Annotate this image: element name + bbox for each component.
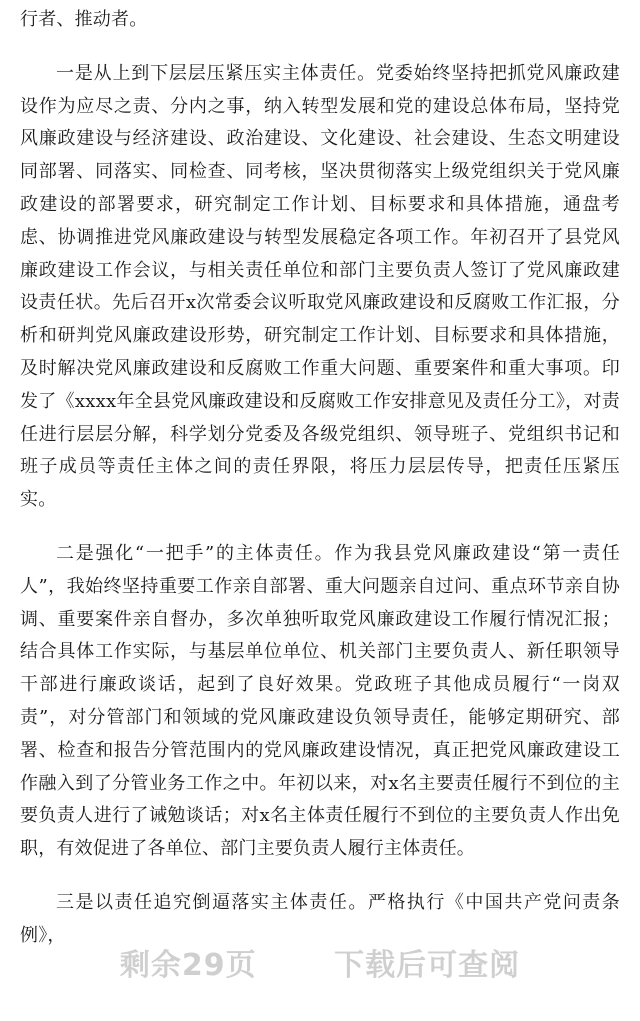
lead-line: 行者、推动者。	[20, 9, 148, 30]
paragraph-gap	[20, 517, 620, 538]
paragraph-gap	[20, 866, 620, 887]
download-banner[interactable]	[0, 940, 640, 984]
paragraph-3: 三是以责任追究倒逼落实主体责任。严格执行《中国共产党问责条例》，	[20, 891, 620, 946]
download-hint-label: 下载后可查阅	[334, 948, 521, 983]
document-body	[20, 4, 620, 953]
paragraph-2: 二是强化“一把手”的主体责任。作为我县党风廉政建设“第一责任人”，我始终坚持重要工作亲自部署、重大问题亲自过问、重点环节亲自协调、重要案件亲自督办，多次单独听取党风廉政建设工作履行情况汇报；结合具体工作实际，与基层单位单位、机关部门主要负责人、新任职领导干部进行廉政谈话，起到了良好效果。党政班子其他成员履行“一岗双责”，对分管部门和领域的党风廉政建设负领导责任，能够定期研究、部署、检查和报告分管范围内的党风廉政建设情况，真正把党风廉政建设工作融入到了分管业务工作之中。年初以来，对x名主要责任履行不到位的主要负责人进行了诫勉谈话；对x名主体责任履行不到位的主要负责人作出免职，有效促进了各单位、部门主要负责人履行主体责任。	[20, 542, 620, 860]
paragraph-gap	[20, 37, 620, 58]
remaining-pages-label: 剩余29页	[119, 948, 257, 983]
paragraph-1: 一是从上到下层层压紧压实主体责任。党委始终坚持把抓党风廉政建设作为应尽之责、分内之事，纳入转型发展和党的建设总体布局，坚持党风廉政建设与经济建设、政治建设、文化建设、社会建设、生态文明建设同部署、同落实、同检查、同考核，坚决贯彻落实上级党组织关于党风廉政建设的部署要求，研究制定工作计划、目标要求和具体措施，通盘考虑、协调推进党风廉政建设与转型发展稳定各项工作。年初召开了县党风廉政建设工作会议，与相关责任单位和部门主要负责人签订了党风廉政建设责任状。先后召开x次常委会议听取党风廉政建设和反腐败工作汇报，分析和研判党风廉政建设形势，研究制定工作计划、目标要求和具体措施，及时解决党风廉政建设和反腐败工作重大问题、重要案件和重大事项。印发了《xxxx年全县党风廉政建设和反腐败工作安排意见及责任分工》，对责任进行层层分解，科学划分党委及各级党组织、领导班子、党组织书记和班子成员等责任主体之间的责任界限，将压力层层传导，把责任压紧压实。	[20, 62, 620, 511]
